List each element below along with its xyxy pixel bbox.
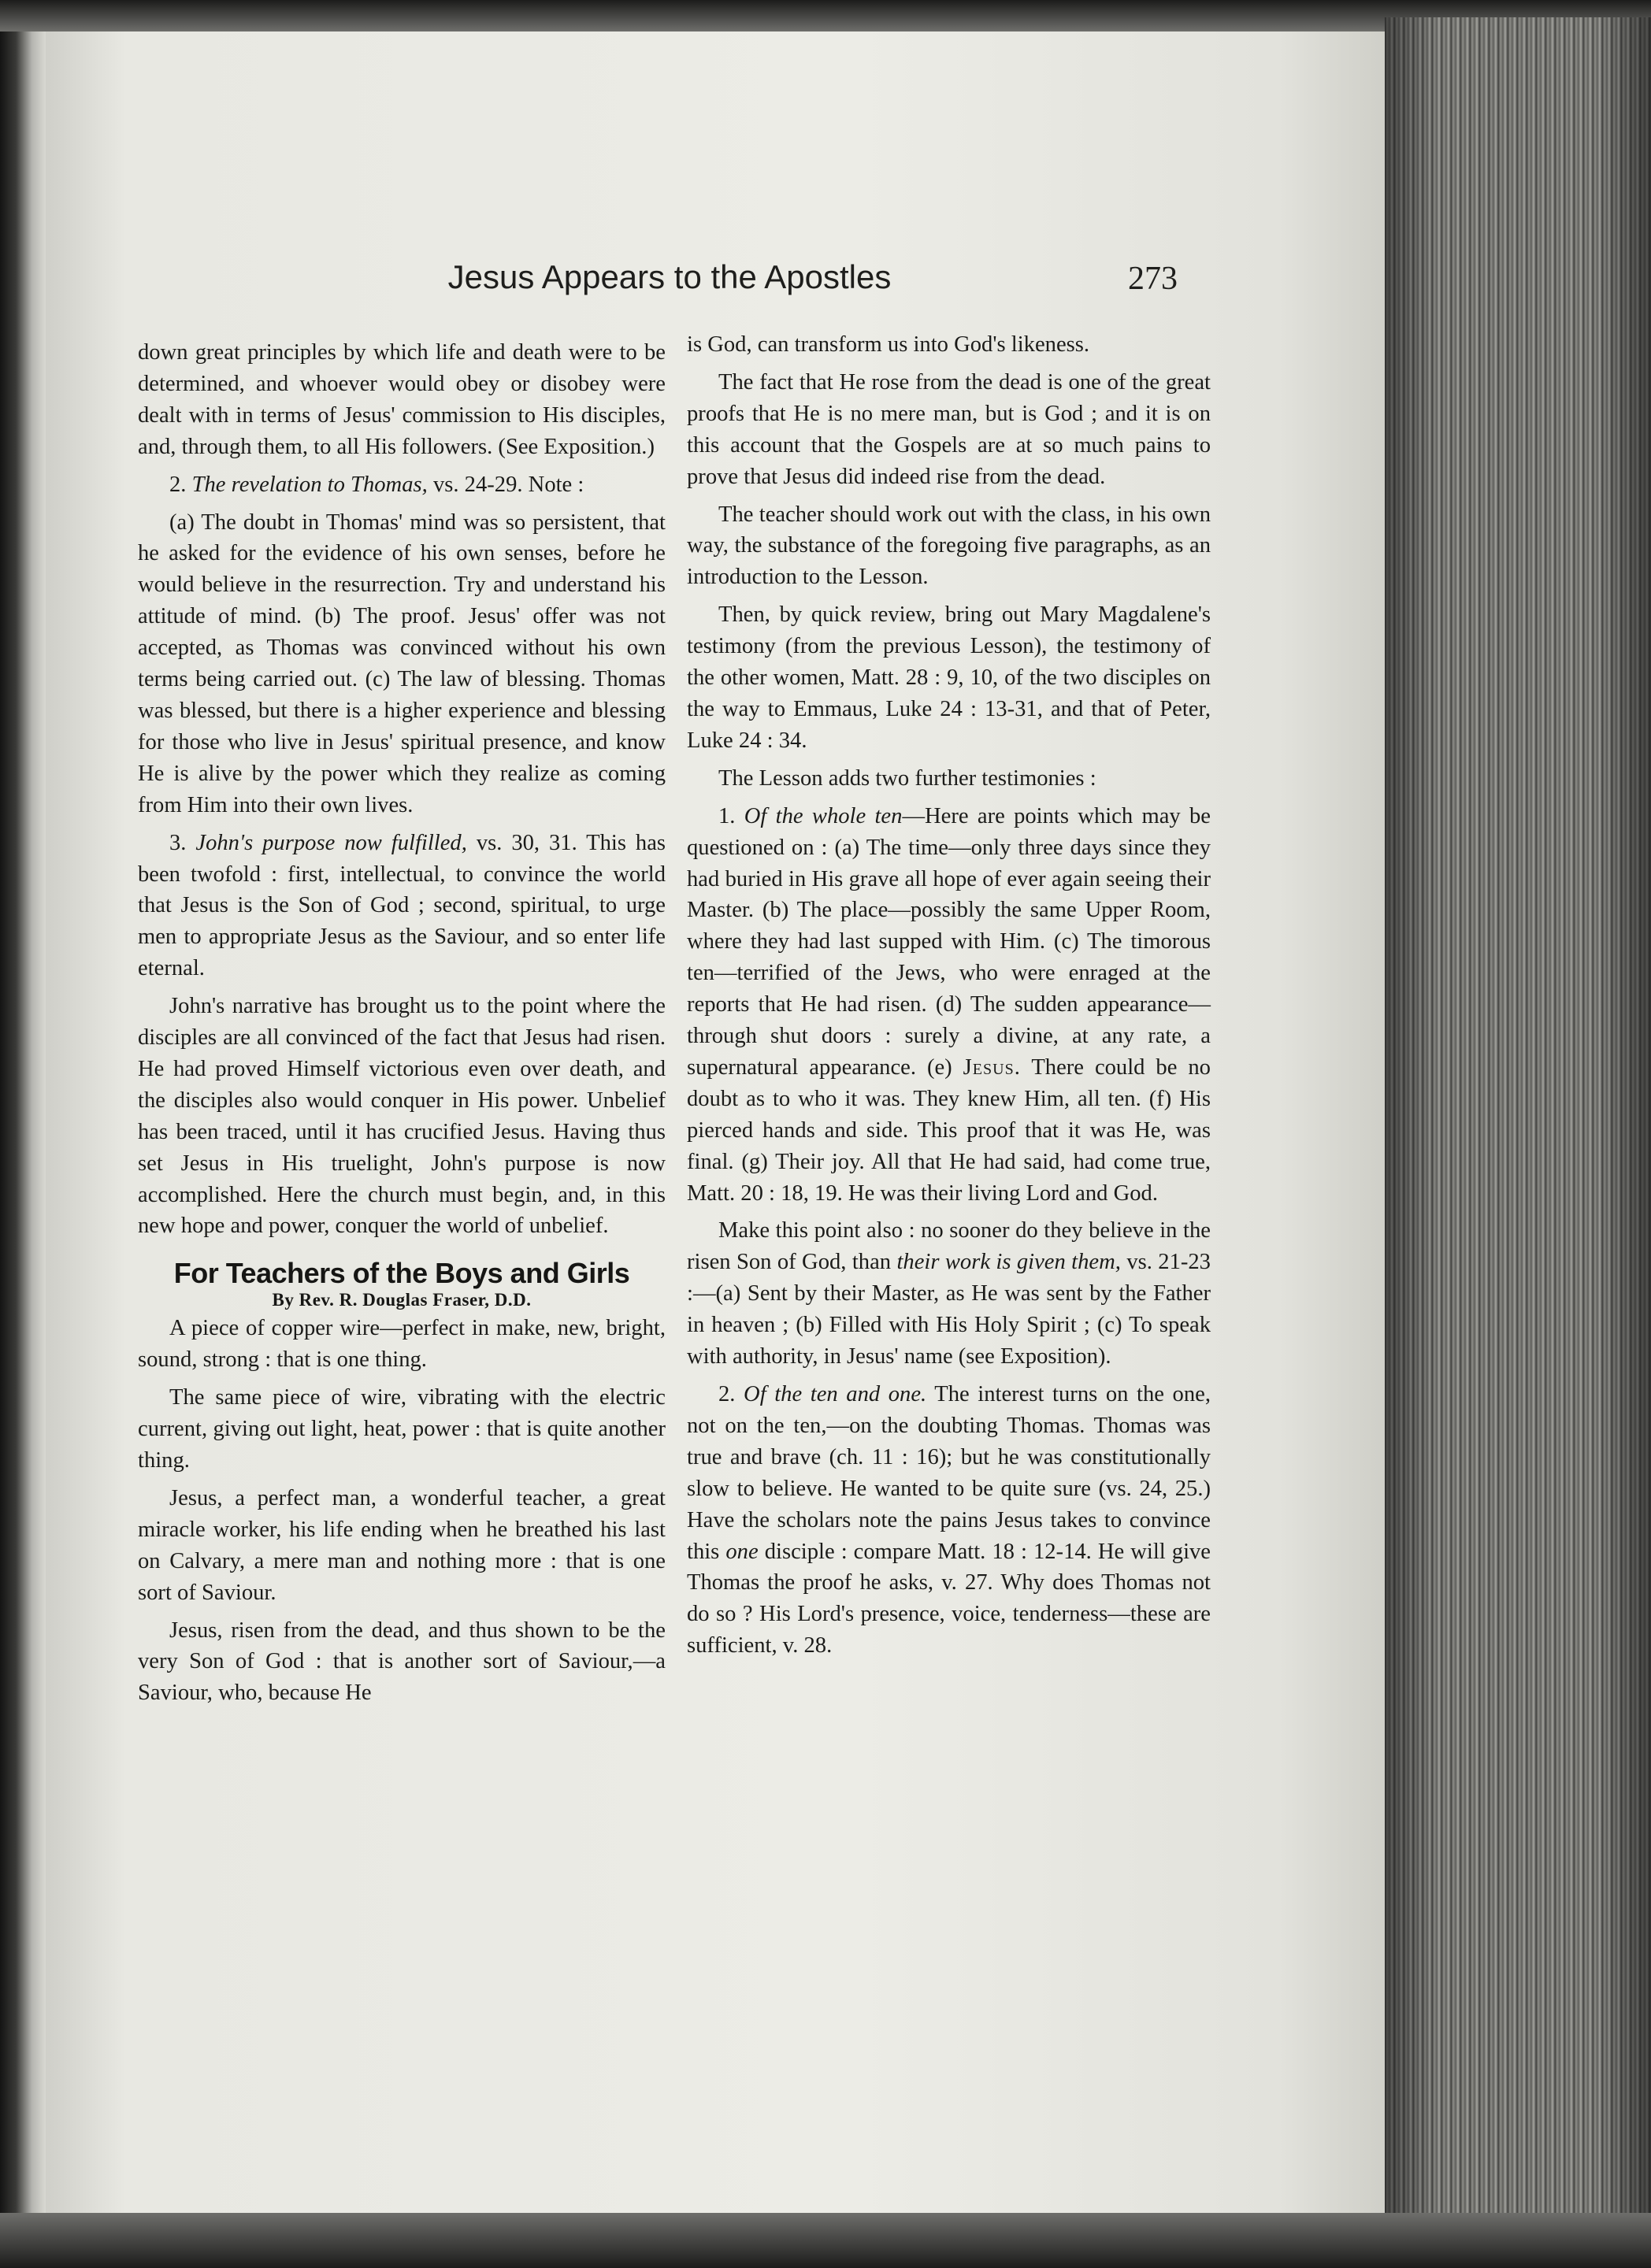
- emphasis: one: [725, 1539, 759, 1564]
- scan-frame-bottom: [0, 2213, 1651, 2268]
- point-title: Of the whole ten: [744, 803, 903, 828]
- right-column: [687, 329, 1211, 1668]
- paragraph: (a) The doubt in Thomas' mind was so persistent, that he asked for the evidence of his own senses, before he would believe in the resurrection. Try and understand his attitude of mind. (b) The proof. Jesus' offer was not accepted, as Thomas was convinced without his own terms being carried out. (c) The law of blessing. Thomas was blessed, but there is a higher experience and blessing for those who live in Jesus' spiritual presence, and know He is alive by the power which they realize as coming from Him into their own lives.: [138, 510, 666, 817]
- paragraph: Jesus, a perfect man, a wonderful teacher, a great miracle worker, his life ending when he breathed his last on Calvary, a mere man and nothing more : that is one sort of Saviour.: [138, 1485, 666, 1605]
- byline: By Rev. R. Douglas Fraser, D.D.: [272, 1290, 532, 1310]
- point-title: The revelation to Thomas,: [191, 472, 428, 497]
- paragraph: Make this point also : no sooner do they believe in the risen Son of God, than their work is given them, vs. 21-23 :—(a) Sent by their Master, as He was sent by the Father in heaven ; (b) Filled with His Holy Spirit ; (c) To speak with authority, in Jesus' name (see Exposition).: [687, 1218, 1211, 1369]
- section-heading: For Teachers of the Boys and Girls: [173, 1257, 630, 1290]
- paragraph: is God, can transform us into God's likeness.: [687, 332, 1090, 357]
- numbered-point: 2. Of the ten and one. The interest turns on the one, not on the ten,—on the doubting Thomas. Thomas was true and brave (ch. 11 : 16); but he was constitutionally slow to believe. He wanted to be quite sure (vs. 24, 25.) Have the scholars note the pains Jesus takes to convince this one disciple : compare Matt. 18 : 12-14. He will give Thomas the proof he asks, v. 27. Why does Thomas not do so ? His Lord's presence, voice, tenderness—these are sufficient, v. 28.: [687, 1382, 1211, 1658]
- paragraph: The Lesson adds two further testimonies :: [718, 765, 1096, 791]
- small-caps-name: Jesus.: [963, 1054, 1021, 1080]
- numbered-point: 2. The revelation to Thomas, vs. 24-29. Note :: [169, 472, 584, 497]
- page-number: 273: [1128, 261, 1178, 297]
- paragraph: John's narrative has brought us to the point where the disciples are all convinced of the fact that Jesus had risen. He had proved Himself victorious even over death, and the disciples also would conquer in His power. Unbelief has been traced, until it has crucified Jesus. Having thus set Jesus in His truelight, John's purpose is now accomplished. Here the church must begin, and, in this new hope and power, conquer the world of unbelief.: [138, 994, 666, 1239]
- left-column: [138, 337, 666, 1715]
- book-gutter: [0, 32, 46, 2213]
- paragraph: down great principles by which life and death were to be determined, and whoever would obey or disobey were dealt with in terms of Jesus' commission to His disciples, and, through them, to all His followers. (See Exposition.): [138, 340, 666, 459]
- paragraph: The same piece of wire, vibrating with the electric current, giving out light, heat, power : that is quite another thing.: [138, 1385, 666, 1473]
- point-title: Of the ten and one.: [744, 1382, 927, 1406]
- paragraph: Jesus, risen from the dead, and thus shown to be the very Son of God : that is another sort of Saviour,—a Saviour, who, because He: [138, 1618, 666, 1706]
- point-title: John's purpose now fulfilled,: [195, 830, 467, 855]
- paragraph: Then, by quick review, bring out Mary Magdalene's testimony (from the previous Lesson), the testimony of the other women, Matt. 28 : 9, 10, of the two disciples on the way to Emmaus, Luke 24 : 13-31, and that of Peter, Luke 24 : 34.: [687, 602, 1211, 753]
- paragraph: A piece of copper wire—perfect in make, new, bright, sound, strong : that is one thing.: [138, 1316, 666, 1373]
- numbered-point: 1. Of the whole ten—Here are points which may be questioned on : (a) The time—only three days since they had buried in His grave all hope of ever again seeing their Master. (b) The place—possibly the same Upper Room, where they had last supped with Him. (c) The timorous ten—terrified of the Jews, who were enraged at the reports that He had risen. (d) The sudden appearance—through shut doors : surely a divine, at any rate, a supernatural appearance. (e) Jesus. There could be no doubt as to who it was. They knew Him, all ten. (f) His pierced hands and side. This proof that it was He, was final. (g) Their joy. All that He had said, had come true, Matt. 20 : 18, 19. He was their living Lord and God.: [687, 803, 1211, 1206]
- paragraph: The teacher should work out with the class, in his own way, the substance of the foregoing five paragraphs, as an introduction to the Lesson.: [687, 502, 1211, 590]
- paragraph: The fact that He rose from the dead is one of the great proofs that He is no mere man, but is God ; and it is on this account that the Gospels are at so much pains to prove that Jesus did indeed rise from the dead.: [687, 369, 1211, 489]
- emphasis: their work is given them,: [896, 1250, 1121, 1275]
- page-edges-shadow: [1385, 17, 1651, 2230]
- running-header-title: Jesus Appears to the Apostles: [447, 258, 892, 295]
- numbered-point: 3. John's purpose now fulfilled, vs. 30, 31. This has been twofold : first, intellectual, to convince the world that Jesus is the Son of God ; second, spiritual, to urge men to appropriate Jesus as the Saviour, and so enter life eternal.: [138, 830, 666, 981]
